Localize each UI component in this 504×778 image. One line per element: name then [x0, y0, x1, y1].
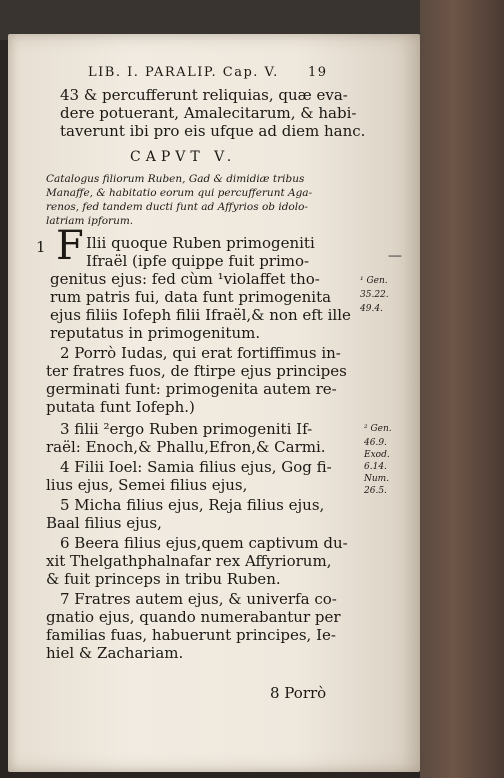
- chapter-title: CAPVT V.: [130, 149, 237, 165]
- margin-note: 6.14.: [364, 462, 387, 472]
- margin-mark: —: [388, 248, 402, 264]
- margin-note: 35.22.: [360, 290, 389, 300]
- text-line: & fuit princeps in tribu Ruben.: [46, 570, 281, 588]
- text-line: ejus filiis Iofeph filii Ifraël,& non eft ille: [50, 306, 351, 324]
- margin-note: ² Gen.: [364, 424, 392, 434]
- summary-line: latriam ipforum.: [46, 215, 134, 227]
- text-line: genitus ejus: fed cùm ¹violaffet tho-: [50, 270, 320, 288]
- text-line: 4 Filii Ioel: Samia filius ejus, Gog fi-: [60, 458, 332, 476]
- text-line: 6 Beera filius ejus,quem captivum du-: [60, 534, 348, 552]
- text-line: taverunt ibi pro eis ufque ad diem hanc.: [60, 122, 366, 140]
- margin-note: Num.: [364, 474, 390, 484]
- page-number: 19: [308, 65, 328, 80]
- text-line: germinati funt: primogenita autem re-: [46, 380, 337, 398]
- text-line: ter fratres fuos, de ftirpe ejus principes: [46, 362, 347, 380]
- verse-number: 1: [36, 238, 46, 256]
- text-line: xit Thelgathphalnafar rex Affyriorum,: [46, 552, 332, 570]
- text-line: rum patris fui, data funt primogenita: [50, 288, 332, 306]
- text-line: familias fuas, habuerunt principes, Ie-: [46, 626, 336, 644]
- margin-note: Exod.: [364, 450, 390, 460]
- text-line: 7 Fratres autem ejus, & univerfa co-: [60, 590, 337, 608]
- text-line: 43 & percufferunt reliquias, quæ eva-: [60, 86, 348, 104]
- text-line: 3 filii ²ergo Ruben primogeniti If-: [60, 420, 313, 438]
- catchword: 8 Porrò: [270, 684, 327, 702]
- margin-note: 46.9.: [364, 438, 387, 448]
- margin-note: 49.4.: [360, 304, 383, 314]
- summary-line: renos, fed tandem ducti funt ad Affyrios ob idolo-: [46, 201, 308, 213]
- book-page: [8, 34, 420, 772]
- text-line: gnatio ejus, quando numerabantur per: [46, 608, 341, 626]
- margin-note: ¹ Gen.: [360, 276, 388, 286]
- text-line: putata funt Iofeph.): [46, 398, 195, 416]
- book-edge: [420, 0, 504, 778]
- text-line: 5 Micha filius ejus, Reja filius ejus,: [60, 496, 325, 514]
- text-line: Baal filius ejus,: [46, 514, 162, 532]
- text-line: Ifraël (ipfe quippe fuit primo-: [86, 252, 310, 270]
- drop-cap: F: [56, 223, 84, 269]
- text-line: hiel & Zachariam.: [46, 644, 184, 662]
- text-line: 2 Porrò Iudas, qui erat fortiffimus in-: [60, 344, 341, 362]
- text-line: lius ejus, Semei filius ejus,: [46, 476, 248, 494]
- text-line: dere potuerant, Amalecitarum, & habi-: [60, 104, 357, 122]
- text-line: reputatus in primogenitum.: [50, 324, 261, 342]
- text-line: raël: Enoch,& Phallu,Efron,& Carmi.: [46, 438, 326, 456]
- text-line: Ilii quoque Ruben primogeniti: [86, 234, 315, 252]
- margin-note: 26.5.: [364, 486, 387, 496]
- summary-line: Manaffe, & habitatio eorum qui percufferunt Aga-: [46, 187, 313, 199]
- running-title: LIB. I. PARALIP. Cap. V.: [88, 65, 279, 80]
- summary-line: Catalogus filiorum Ruben, Gad & dimidiæ tribus: [46, 173, 305, 185]
